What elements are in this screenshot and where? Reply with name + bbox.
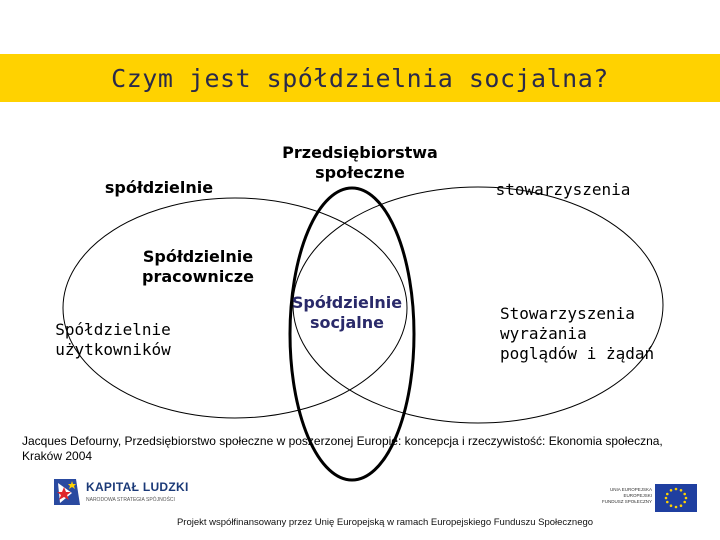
label-spoldzielnie-socjalne: Spółdzielnie socjalne [291,293,403,332]
label-stowarzyszenia-wyrazania: Stowarzyszenia wyrażania poglądów i żądań [500,304,655,363]
label-stowarzyszenia: stowarzyszenia [495,180,631,199]
kapital-ludzki-logo [50,475,200,511]
eu-logo-text: UNIA EUROPEJSKA EUROPEJSKI FUNDUSZ SPOŁECZNY [601,487,652,504]
kapital-ludzki-emblem-icon [50,475,84,509]
eu-flag-icon [655,484,697,512]
label-spoldzielnie: spółdzielnie [104,178,214,197]
eu-logo [600,484,700,514]
label-przedsiebiorstwa-spoleczne: Przedsiębiorstwa społeczne [282,143,438,182]
citation: Jacques Defourny, Przedsiębiorstwo społeczne w poszerzonej Europie: koncepcja i rzeczywistość: Ekonomia społeczna, Kraków 2004 [22,434,663,463]
slide-title: Czym jest spółdzielnia socjalna? [111,63,609,93]
label-spoldzielnie-pracownicze: Spółdzielnie pracownicze [142,247,254,286]
kapital-ludzki-subtitle: NARODOWA STRATEGIA SPÓJNOŚCI [86,497,175,503]
label-spoldzielnie-uzytkownikow: Spółdzielnie użytkowników [55,320,171,359]
kapital-ludzki-name: KAPITAŁ LUDZKI [86,480,189,494]
footer-text: Projekt współfinansowany przez Unię Europejską w ramach Europejskiego Funduszu Społecznego [176,517,594,528]
